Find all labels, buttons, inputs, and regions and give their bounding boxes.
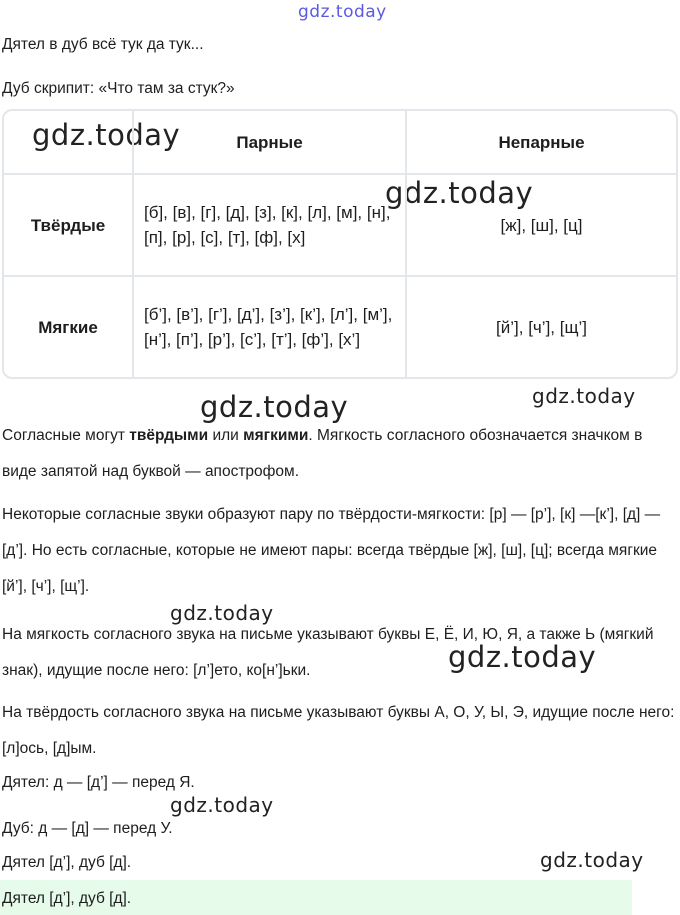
cell-hard-unpaired: [ж], [ш], [ц]: [407, 175, 676, 277]
paragraph-text: или: [208, 427, 244, 444]
row-label-soft: Мягкие: [4, 277, 134, 377]
table-row: [4, 277, 676, 377]
intro-line-1: Дятел в дуб всё тук да тук...: [2, 36, 204, 53]
watermark: gdz.today: [448, 640, 597, 674]
watermark: gdz.today: [532, 384, 636, 408]
paragraph-text: Согласные могут: [2, 427, 130, 444]
term-soft: мягкими: [243, 427, 309, 444]
analysis-line-oak: Дуб: д — [д] — перед У.: [2, 820, 173, 837]
watermark: gdz.today: [540, 848, 644, 872]
table-header-row: [4, 111, 676, 175]
analysis-line-woodpecker: Дятел: д — [д’] — перед Я.: [2, 774, 195, 791]
watermark: gdz.today: [170, 793, 274, 817]
cell-soft-unpaired: [й’], [ч’], [щ’]: [496, 317, 587, 337]
answer-line: Дятел [д’], дуб [д].: [2, 854, 132, 871]
consonants-table: [2, 109, 678, 379]
watermark: gdz.today: [385, 176, 534, 210]
watermark: gdz.today: [200, 390, 349, 424]
table-header-paired: Парные: [134, 111, 407, 175]
paragraph-hard-soft: [2, 418, 676, 490]
highlighted-answer-line: Дятел [д’], дуб [д].: [2, 890, 132, 907]
intro-line-2: Дуб скрипит: «Что там за стук?»: [2, 80, 235, 97]
table-header-empty: [4, 111, 134, 175]
cell-soft-paired: [б’], [в’], [г’], [д’], [з’], [к’], [л’], [м’], [н’], [п’], [р’], [с’], [т’], [ф’], [х’]: [134, 277, 407, 377]
watermark: gdz.today: [170, 601, 274, 625]
paragraph-softness-letters: На мягкость согласного звука на письме указывают буквы Е, Ё, И, Ю, Я, а также Ь (мягкий знак), идущие после него: [л’]ето, ко[н’]ьки.: [2, 626, 654, 679]
term-hard: твёрдыми: [129, 427, 209, 444]
watermark: gdz.today: [32, 118, 181, 152]
cell-hard-paired: [б], [в], [г], [д], [з], [к], [л], [м], [н], [п], [р], [с], [т], [ф], [х]: [134, 175, 407, 277]
row-label-hard: Твёрдые: [4, 175, 134, 277]
paragraph-pairs: Некоторые согласные звуки образуют пару по твёрдости-мягкости: [р] — [р’], [к] —[к’], [д] — [д’]. Но есть согласные, которые не имеют пары: всегда твёрдые [ж], [ш], [ц]; всегда мягкие [й’], [ч’], [щ’].: [2, 506, 661, 595]
paragraph-text: . Мягкость согласного обозначается значком в виде запятой над буквой — апострофом.: [2, 427, 643, 480]
table-row: [4, 175, 676, 277]
paragraph-hardness-letters: На твёрдость согласного звука на письме указывают буквы А, О, У, Ы, Э, идущие после него: [л]ось, [д]ым.: [2, 704, 675, 757]
watermark: gdz.today: [298, 2, 387, 22]
table-header-unpaired: Непарные: [407, 111, 676, 175]
